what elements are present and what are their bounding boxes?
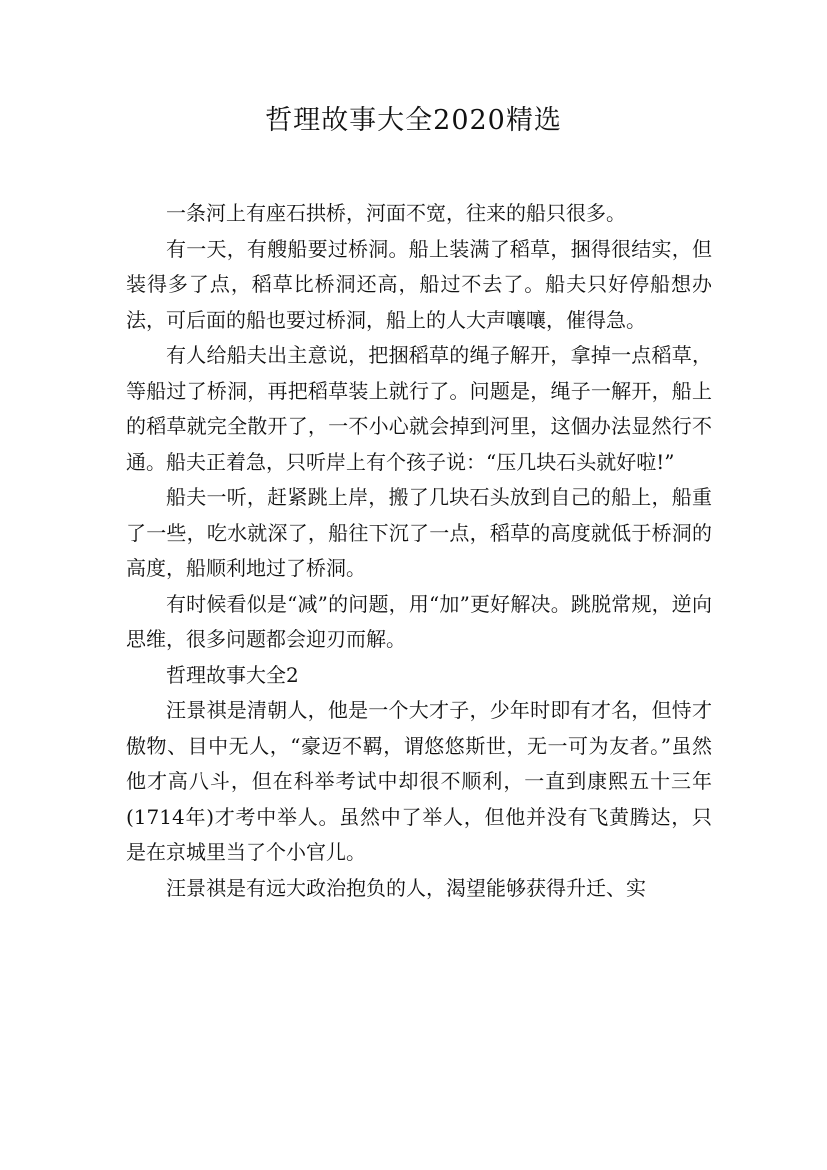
paragraph: 汪景祺是有远大政治抱负的人，渴望能够获得升迁、实 — [166, 875, 646, 900]
paragraph: 有一天，有艘船要过桥洞。船上装满了稻草，捆得很结实，但装得多了点，稻草比桥洞还高，船过不去了。船夫只好停船想办法，可后面的船也要过桥洞，船上的人大声嚷嚷，催得急。 — [126, 236, 712, 332]
document-title: 哲理故事大全2020精选 — [265, 105, 562, 136]
paragraph: 一条河上有座石拱桥，河面不宽，往来的船只很多。 — [166, 201, 626, 225]
section-heading: 哲理故事大全2 — [166, 662, 299, 687]
paragraph: 汪景祺是清朝人，他是一个大才子，少年时即有才名，但恃才傲物、目中无人，“豪迈不羁，谓悠悠斯世，无一可为友者。”虽然他才高八斗，但在科举考试中却很不顺利，一直到康熙五十三年(1714年)才考中举人。虽然中了举人，但他并没有飞黄腾达，只是在京城里当了个小官儿。 — [126, 698, 712, 864]
paragraph: 有时候看似是“减”的问题，用“加”更好解决。跳脱常规，逆向思维，很多问题都会迎刃而解。 — [126, 591, 712, 651]
paragraph: 船夫一听，赶紧跳上岸，搬了几块石头放到自己的船上，船重了一些，吃水就深了，船往下沉了一点，稻草的高度就低于桥洞的高度，船顺利地过了桥洞。 — [126, 485, 712, 580]
document-body — [126, 196, 712, 906]
paragraph: 有人给船夫出主意说，把捆稻草的绳子解开，拿掉一点稻草，等船过了桥洞，再把稻草装上就行了。问题是，绳子一解开，船上的稻草就完全散开了，一不小心就会掉到河里，这個办法显然行不通。船夫正着急，只听岸上有个孩子说：“压几块石头就好啦!” — [126, 343, 712, 474]
